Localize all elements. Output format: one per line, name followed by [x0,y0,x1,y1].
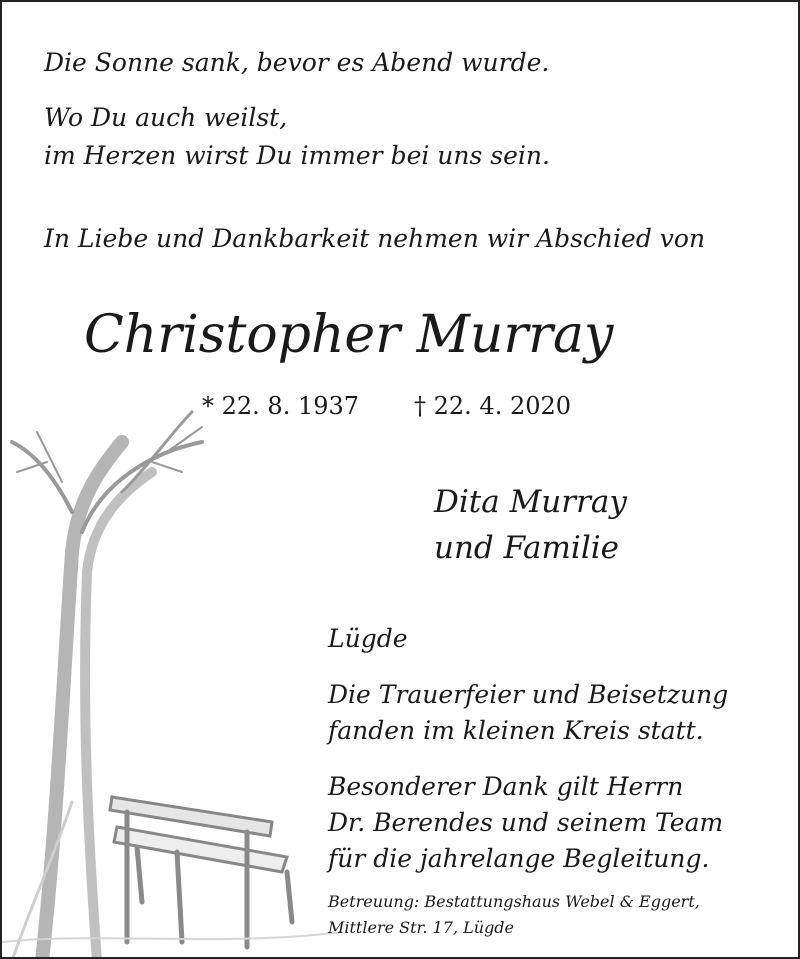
notice-line-1: Die Trauerfeier und Beisetzung [328,680,729,709]
poem-line-3: im Herzen wirst Du immer bei uns sein. [44,141,550,170]
mourner-name: Dita Murray [434,484,627,520]
birth-date: * 22. 8. 1937 [202,392,360,420]
deceased-name: Christopher Murray [84,305,614,365]
poem-line-1: Die Sonne sank, bevor es Abend wurde. [44,48,550,77]
thanks-line-3: für die jahrelange Begleitung. [328,844,710,873]
place: Lügde [328,624,408,653]
undertaker-line-2: Mittlere Str. 17, Lügde [328,918,515,937]
tree-and-bench-illustration [2,402,342,959]
thanks-line-2: Dr. Berendes und seinem Team [328,808,724,837]
notice-line-2: fanden im kleinen Kreis statt. [328,716,704,745]
mourner-family: und Familie [434,530,620,566]
poem-line-2: Wo Du auch weilst, [44,103,288,132]
intro-text: In Liebe und Dankbarkeit nehmen wir Abschied von [44,224,706,253]
death-date: † 22. 4. 2020 [414,392,572,420]
undertaker-line-1: Betreuung: Bestattungshaus Webel & Eggert, [328,892,700,911]
thanks-line-1: Besonderer Dank gilt Herrn [328,772,684,801]
